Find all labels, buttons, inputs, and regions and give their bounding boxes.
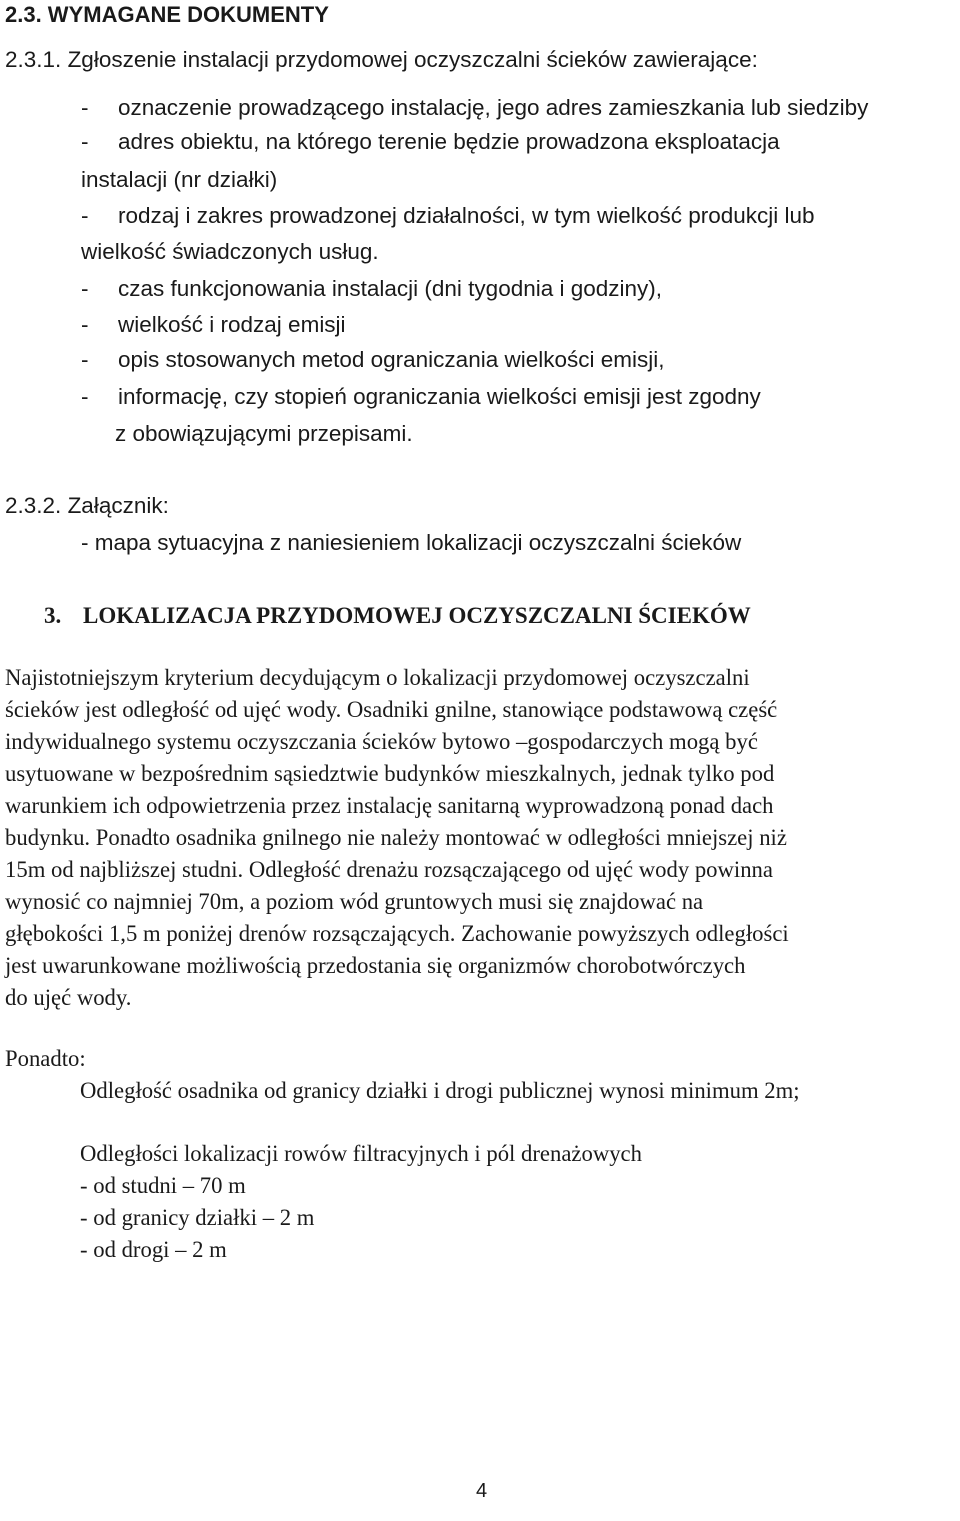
paragraph-line: indywidualnego systemu oczyszczania ścieków bytowo –gospodarczych mogą być (5, 729, 758, 754)
list-item: oznaczenie prowadzącego instalację, jego adres zamieszkania lub siedziby (118, 95, 869, 120)
ponadto-label: Ponadto: (5, 1046, 86, 1071)
list-dash: - (81, 95, 89, 120)
paragraph-line: usytuowane w bezpośrednim sąsiedztwie budynków mieszkalnych, jednak tylko pod (5, 761, 775, 786)
paragraph-line: wynosić co najmniej 70m, a poziom wód gruntowych musi się znajdować na (5, 889, 704, 914)
list-item: informację, czy stopień ograniczania wielkości emisji jest zgodny (118, 384, 761, 409)
section-number: 3. (44, 603, 62, 628)
list-item: rodzaj i zakres prowadzonej działalności, w tym wielkość produkcji lub (118, 203, 815, 228)
list-item: wielkość i rodzaj emisji (118, 312, 346, 337)
subsection-title: Zgłoszenie instalacji przydomowej oczyszczalni ścieków zawierające: (67, 47, 758, 72)
paragraph-line: ścieków jest odległość od ujęć wody. Osadniki gnilne, stanowiące podstawową część (5, 697, 778, 722)
list-item-continuation: wielkość świadczonych usług. (81, 239, 379, 264)
paragraph-line: jest uwarunkowane możliwością przedostania się organizmów chorobotwórczych (5, 953, 746, 978)
attachment-item: - mapa sytuacyjna z naniesieniem lokalizacji oczyszczalni ścieków (81, 530, 742, 555)
list-dash: - (81, 276, 89, 301)
distance-list-item: - od studni – 70 m (80, 1173, 246, 1198)
distance-list-item: - od drogi – 2 m (80, 1237, 227, 1262)
list-dash: - (81, 203, 89, 228)
list-dash: - (81, 129, 89, 154)
subsection-2-3-1-title-line (5, 44, 758, 76)
list-item-continuation: z obowiązującymi przepisami. (115, 421, 413, 446)
subsection-number: 2.3.1. (5, 47, 62, 72)
list-dash: - (81, 347, 89, 372)
list-item-continuation: instalacji (nr działki) (81, 167, 278, 192)
distance-list-item: - od granicy działki – 2 m (80, 1205, 315, 1230)
paragraph-line: Najistotniejszym kryterium decydującym o lokalizacji przydomowej oczyszczalni (5, 665, 750, 690)
section-heading-2-3: 2.3. WYMAGANE DOKUMENTY (5, 2, 329, 27)
page-number: 4 (476, 1480, 488, 1502)
distance-line: Odległość osadnika od granicy działki i drogi publicznej wynosi minimum 2m; (80, 1078, 800, 1103)
subsection-number: 2.3.2. (5, 493, 62, 518)
list-item: adres obiektu, na którego terenie będzie prowadzona eksploatacja (118, 129, 780, 154)
subsection-title: Załącznik: (67, 493, 169, 518)
section-heading-3 (44, 601, 751, 631)
paragraph-line: 15m od najbliższej studni. Odległość drenażu rozsączającego od ujęć wody powinna (5, 857, 773, 882)
list-dash: - (81, 312, 89, 337)
paragraph-line: budynku. Ponadto osadnika gnilnego nie należy montować w odległości mniejszej niż (5, 825, 787, 850)
paragraph-line: warunkiem ich odpowietrzenia przez instalację sanitarną wyprowadzoną ponad dach (5, 793, 774, 818)
list-item: opis stosowanych metod ograniczania wielkości emisji, (118, 347, 665, 372)
paragraph-line: do ujęć wody. (5, 985, 132, 1010)
distance-heading: Odległości lokalizacji rowów filtracyjnych i pól drenażowych (80, 1141, 642, 1166)
section-title: LOKALIZACJA PRZYDOMOWEJ OCZYSZCZALNI ŚCIEKÓW (83, 603, 751, 628)
subsection-2-3-2-title-line (5, 490, 169, 522)
list-dash: - (81, 384, 89, 409)
list-item: czas funkcjonowania instalacji (dni tygodnia i godziny), (118, 276, 663, 301)
paragraph-line: głębokości 1,5 m poniżej drenów rozsączających. Zachowanie powyższych odległości (5, 921, 789, 946)
